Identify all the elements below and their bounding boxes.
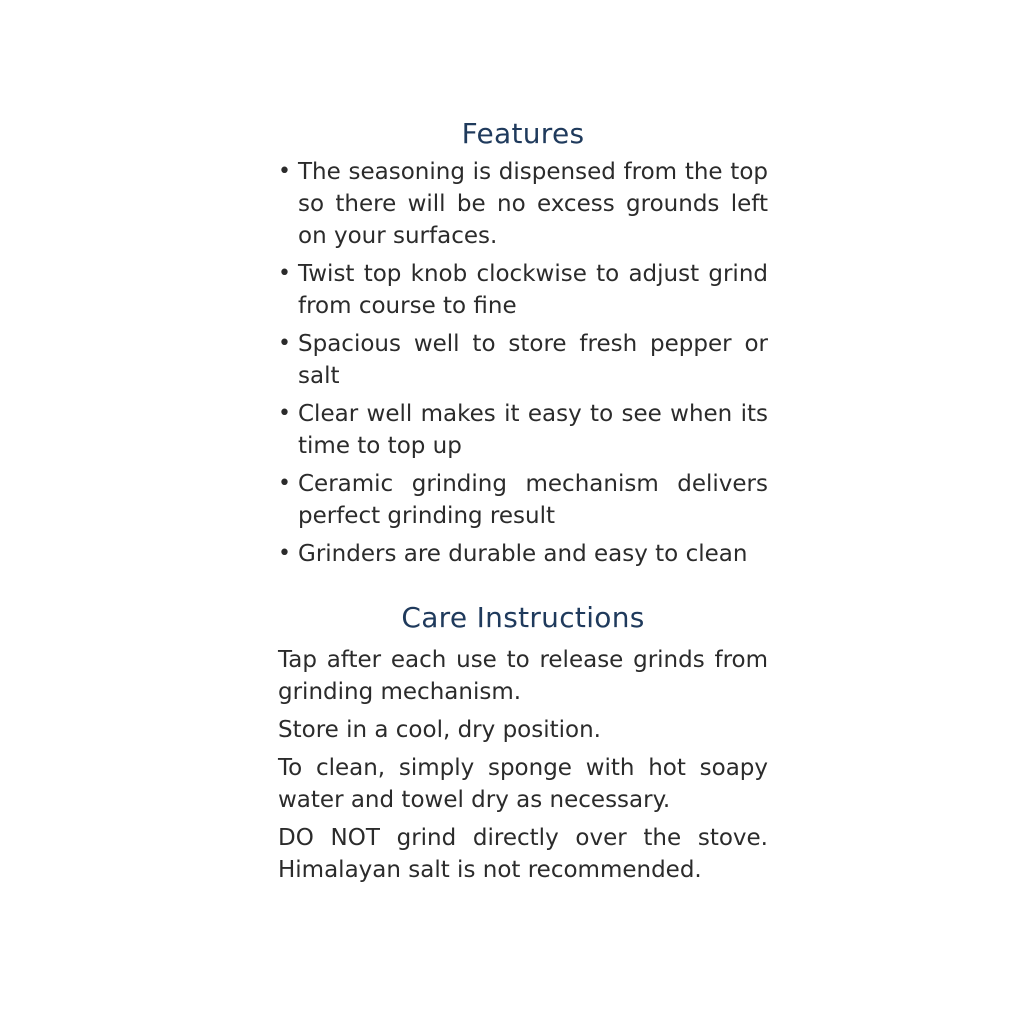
care-paragraph: Tap after each use to release grinds from grinding mechanism. <box>278 647 768 705</box>
bullet-icon: • <box>278 159 291 184</box>
care-paragraph: To clean, simply sponge with hot soapy water and towel dry as necessary. <box>278 755 768 813</box>
care-instructions-heading: Care Instructions <box>401 601 645 634</box>
care-paragraph: DO NOT grind directly over the stove. Himalayan salt is not recommended. <box>278 825 768 883</box>
document-content <box>278 112 768 892</box>
bullet-icon: • <box>278 331 291 356</box>
feature-item <box>278 468 768 532</box>
features-heading: Features <box>461 117 585 150</box>
feature-text: Clear well makes it easy to see when its time to top up <box>298 401 768 459</box>
feature-item <box>278 328 768 392</box>
feature-text: Grinders are durable and easy to clean <box>298 541 748 567</box>
care-paragraph: Store in a cool, dry position. <box>278 717 601 743</box>
feature-text: Twist top knob clockwise to adjust grind from course to fine <box>298 261 768 319</box>
feature-text: Ceramic grinding mechanism delivers perfect grinding result <box>298 471 768 529</box>
features-list <box>278 156 768 570</box>
bullet-icon: • <box>278 401 291 426</box>
feature-item <box>278 258 768 322</box>
feature-item <box>278 538 768 570</box>
bullet-icon: • <box>278 471 291 496</box>
feature-item <box>278 398 768 462</box>
feature-text: The seasoning is dispensed from the top so there will be no excess grounds left on your surfaces. <box>298 159 768 249</box>
feature-text: Spacious well to store fresh pepper or salt <box>298 331 768 389</box>
bullet-icon: • <box>278 541 291 566</box>
feature-item <box>278 156 768 252</box>
bullet-icon: • <box>278 261 291 286</box>
